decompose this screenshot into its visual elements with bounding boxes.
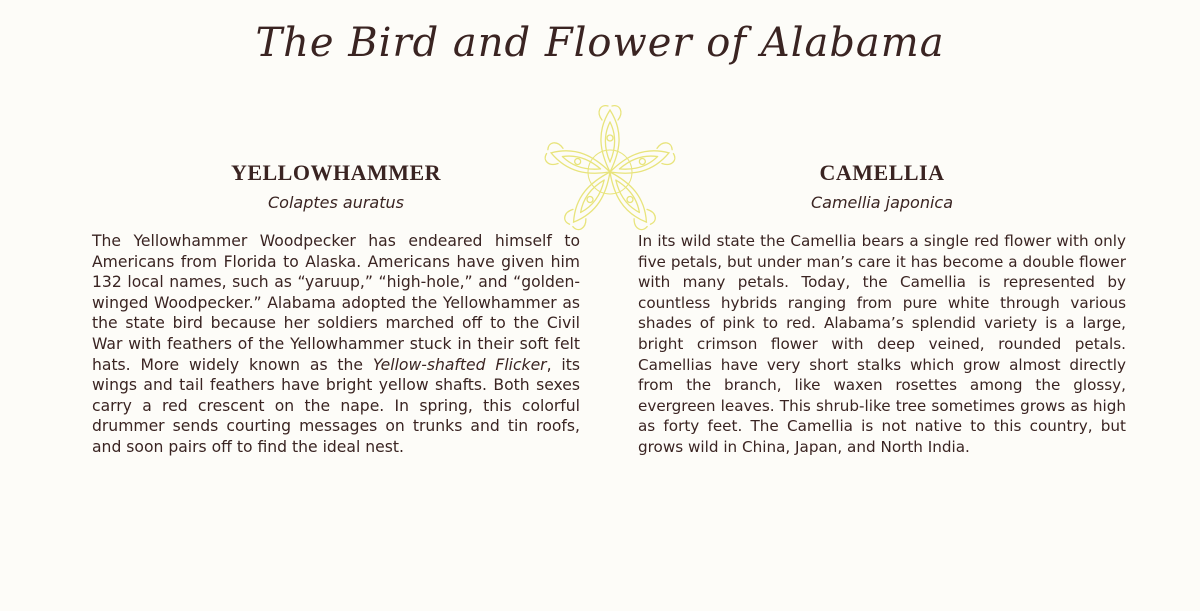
bird-section	[92, 158, 580, 458]
bird-heading: YELLOWHAMMER	[230, 160, 442, 185]
flower-section	[638, 158, 1126, 458]
bird-scientific-name: Colaptes auratus	[268, 193, 404, 212]
bird-description-italic: Yellow-shafted Flicker	[372, 355, 547, 374]
bird-description-part1: The Yellowhammer Woodpecker has endeared himself to Americans from Florida to Alaska. Americans have given him 132 local names, such as “yaruup,” “high-hole,” and “golden-winged Woodpecker.” Alabama adopted the Yellowhammer as the state bird because her soldiers marched off to the Civil War with feathers of the Yellowhammer stuck in their soft felt hats. More widely known as the	[92, 232, 580, 374]
flower-heading: CAMELLIA	[819, 160, 945, 185]
flower-description: In its wild state the Camellia bears a single red flower with only five petals, but under man’s care it has become a double flower with many petals. Today, the Camellia is represented by countless hybrids ranging from pure white through various shades of pink to red. Alabama’s splendid variety is a large, bright crimson flower with deep veined, rounded petals. Camellias have very short stalks which grow almost directly from the branch, like waxen rosettes among the glossy, evergreen leaves. This shrub-like tree sometimes grows as high as forty feet. The Camellia is not native to this country, but grows wild in China, Japan, and North India.	[638, 232, 1126, 456]
page-title: The Bird and Flower of Alabama	[255, 20, 945, 66]
bird-description-part2: , its wings and tail feathers have bright yellow shafts. Both sexes carry a red crescent on the nape. In spring, this colorful drummer sends courting messages on trunks and tin roofs, and soon pairs off to find the ideal nest.	[92, 355, 580, 456]
flower-scientific-name: Camellia japonica	[810, 193, 953, 212]
bird-description	[92, 231, 580, 458]
